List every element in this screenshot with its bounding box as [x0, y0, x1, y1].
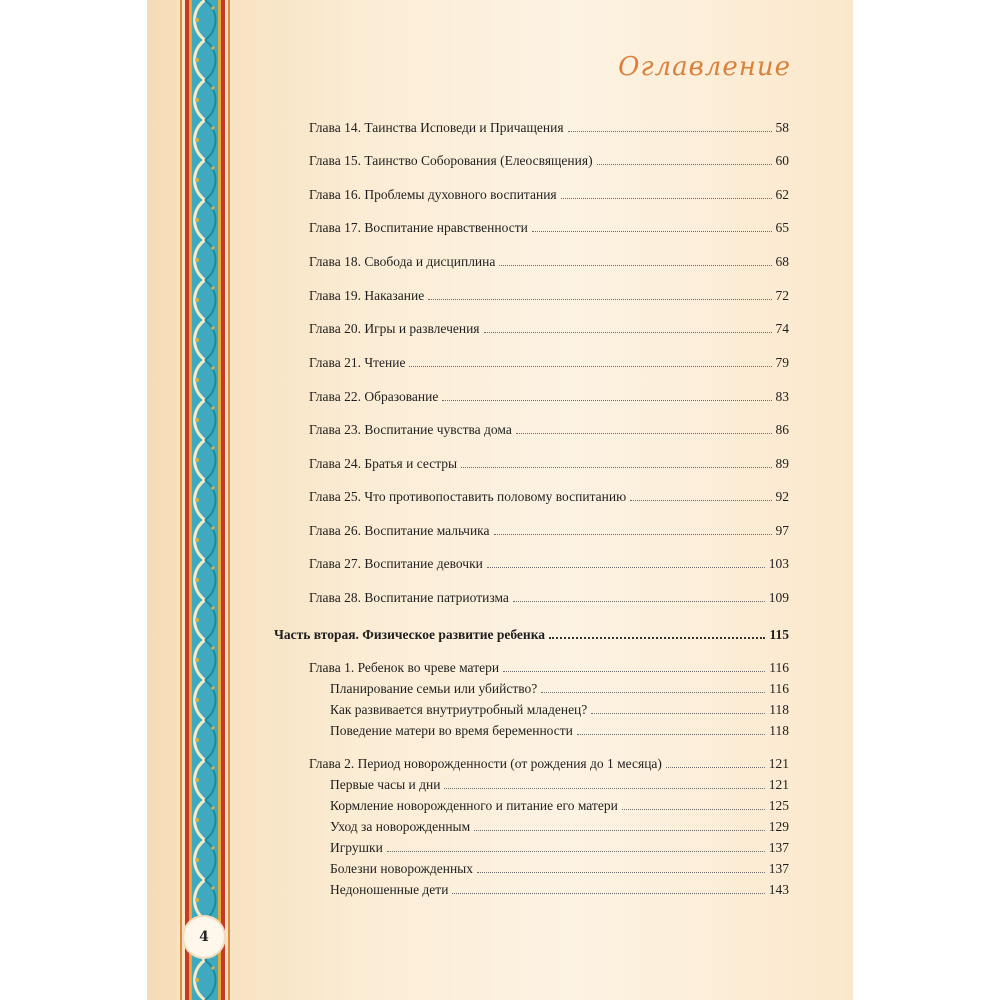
- leader-dots: [461, 466, 771, 468]
- entry-page: 60: [775, 153, 789, 168]
- leader-dots: [494, 533, 772, 535]
- leader-dots: [444, 787, 764, 789]
- table-of-contents: [147, 0, 853, 1000]
- subentry-title: Уход за новорожденным: [330, 819, 471, 834]
- entry-page: 116: [769, 660, 789, 675]
- entry-title: Глава 24. Братья и сестры: [309, 456, 458, 471]
- leader-dots: [630, 499, 771, 501]
- toc-entry[interactable]: [309, 254, 789, 270]
- toc-entry[interactable]: [309, 422, 789, 438]
- leader-dots: [568, 130, 772, 132]
- entry-page: 72: [775, 288, 789, 303]
- entry-title: Глава 18. Свобода и дисциплина: [309, 254, 496, 269]
- toc-entry[interactable]: [309, 456, 789, 472]
- toc-entry[interactable]: [309, 590, 789, 606]
- toc-entry[interactable]: [309, 660, 789, 676]
- leader-dots: [622, 808, 765, 810]
- entry-title: Глава 1. Ребенок во чреве матери: [309, 660, 500, 675]
- subentry-title: Как развивается внутриутробный младенец?: [330, 702, 588, 717]
- subentry-title: Болезни новорожденных: [330, 861, 474, 876]
- entry-title: Глава 22. Образование: [309, 389, 439, 404]
- entry-title: Глава 14. Таинства Исповеди и Причащения: [309, 120, 564, 135]
- book-page: [147, 0, 853, 1000]
- subentry-title: Кормление новорожденного и питание его матери: [330, 798, 618, 813]
- entry-title: Глава 20. Игры и развлечения: [309, 321, 480, 336]
- toc-entry[interactable]: [309, 523, 789, 539]
- toc-entry[interactable]: [309, 389, 789, 405]
- entry-title: Глава 25. Что противопоставить половому воспитанию: [309, 489, 627, 504]
- toc-subentry[interactable]: [330, 798, 789, 814]
- entry-page: 79: [775, 355, 789, 370]
- toc-subentry[interactable]: [330, 681, 789, 697]
- entry-title: Глава 15. Таинство Соборования (Елеосвящения): [309, 153, 593, 168]
- leader-dots: [561, 197, 772, 199]
- leader-dots: [409, 365, 771, 367]
- entry-page: 74: [775, 321, 789, 336]
- toc-subentry[interactable]: [330, 777, 789, 793]
- entry-page: 103: [768, 556, 789, 571]
- page-number-badge: 4: [184, 917, 224, 957]
- toc-entry[interactable]: [309, 489, 789, 505]
- leader-dots: [513, 600, 765, 602]
- toc-heading: Оглавление: [618, 52, 791, 82]
- entry-page: 58: [775, 120, 789, 135]
- entry-title: Глава 16. Проблемы духовного воспитания: [309, 187, 557, 202]
- entry-title: Глава 26. Воспитание мальчика: [309, 523, 490, 538]
- toc-entry[interactable]: [309, 556, 789, 572]
- part-page: 115: [769, 627, 789, 642]
- subentry-page: 116: [769, 681, 789, 696]
- entry-page: 83: [775, 389, 789, 404]
- toc-subentry[interactable]: [330, 819, 789, 835]
- entry-title: Глава 23. Воспитание чувства дома: [309, 422, 512, 437]
- toc-entry[interactable]: [309, 288, 789, 304]
- toc-entry[interactable]: [309, 153, 789, 169]
- leader-dots: [591, 712, 765, 714]
- subentry-page: 121: [768, 777, 789, 792]
- entry-page: 86: [775, 422, 789, 437]
- subentry-title: Поведение матери во время беременности: [330, 723, 573, 738]
- toc-part-entry[interactable]: [274, 627, 789, 643]
- leader-dots: [452, 892, 764, 894]
- leader-dots: [484, 331, 772, 333]
- toc-subentry[interactable]: [330, 882, 789, 898]
- toc-entry[interactable]: [309, 220, 789, 236]
- entry-page: 68: [775, 254, 789, 269]
- subentry-title: Недоношенные дети: [330, 882, 449, 897]
- leader-dots: [487, 566, 765, 568]
- entry-page: 62: [775, 187, 789, 202]
- leader-dots: [516, 432, 772, 434]
- toc-entry[interactable]: [309, 756, 789, 772]
- leader-dots: [387, 850, 765, 852]
- leader-dots: [474, 829, 765, 831]
- entry-page: 89: [775, 456, 789, 471]
- entry-page: 121: [768, 756, 789, 771]
- entry-title: Глава 19. Наказание: [309, 288, 425, 303]
- leader-dots: [541, 691, 765, 693]
- toc-subentry[interactable]: [330, 723, 789, 739]
- leader-dots: [549, 636, 765, 639]
- subentry-title: Планирование семьи или убийство?: [330, 681, 538, 696]
- toc-entry[interactable]: [309, 120, 789, 136]
- entry-page: 109: [768, 590, 789, 605]
- entry-page: 92: [775, 489, 789, 504]
- toc-subentry[interactable]: [330, 861, 789, 877]
- subentry-page: 129: [768, 819, 789, 834]
- entry-title: Глава 21. Чтение: [309, 355, 406, 370]
- entry-title: Глава 28. Воспитание патриотизма: [309, 590, 509, 605]
- entry-page: 97: [775, 523, 789, 538]
- subentry-page: 137: [768, 861, 789, 876]
- toc-entry[interactable]: [309, 321, 789, 337]
- entry-title: Глава 27. Воспитание девочки: [309, 556, 483, 571]
- leader-dots: [442, 399, 771, 401]
- subentry-page: 118: [769, 702, 789, 717]
- subentry-page: 143: [768, 882, 789, 897]
- subentry-title: Игрушки: [330, 840, 383, 855]
- subentry-page: 137: [768, 840, 789, 855]
- leader-dots: [577, 733, 765, 735]
- part-title: Часть вторая. Физическое развитие ребенка: [274, 627, 546, 642]
- entry-title: Глава 2. Период новорожденности (от рождения до 1 месяца): [309, 756, 662, 771]
- subentry-title: Первые часы и дни: [330, 777, 441, 792]
- leader-dots: [532, 230, 772, 232]
- leader-dots: [428, 298, 771, 300]
- entry-title: Глава 17. Воспитание нравственности: [309, 220, 528, 235]
- leader-dots: [499, 264, 771, 266]
- leader-dots: [477, 871, 765, 873]
- subentry-page: 118: [769, 723, 789, 738]
- entry-page: 65: [775, 220, 789, 235]
- toc-subentry[interactable]: [330, 840, 789, 856]
- toc-entry[interactable]: [309, 187, 789, 203]
- leader-dots: [503, 670, 765, 672]
- subentry-page: 125: [768, 798, 789, 813]
- toc-entry[interactable]: [309, 355, 789, 371]
- leader-dots: [597, 163, 772, 165]
- toc-subentry[interactable]: [330, 702, 789, 718]
- leader-dots: [666, 766, 765, 768]
